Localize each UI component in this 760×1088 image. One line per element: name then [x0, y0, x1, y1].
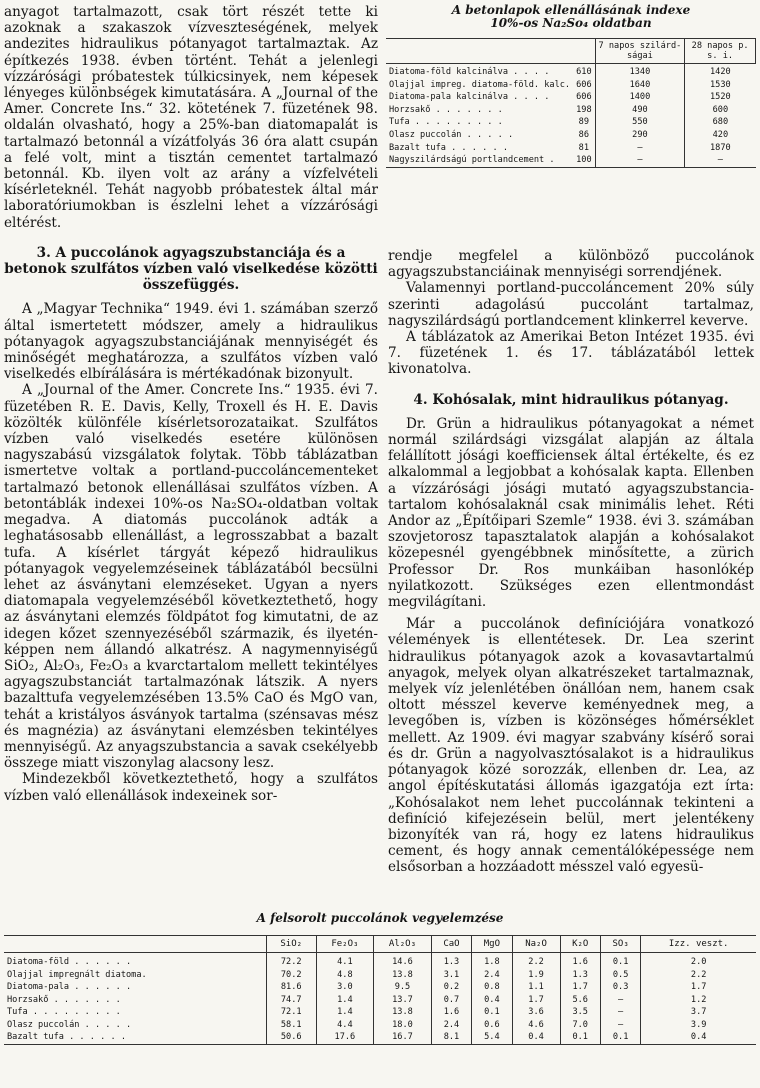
table-header: MgO [472, 936, 512, 953]
table-cell: 2.2 [641, 969, 756, 982]
table-cell: 14.6 [374, 953, 432, 969]
table-header: SiO₂ [266, 936, 316, 953]
table-cell: 1.7 [641, 981, 756, 994]
table-cell: 290 [595, 129, 685, 142]
table-row [386, 79, 756, 92]
table-row [4, 1006, 756, 1019]
table-row [4, 953, 756, 969]
table-cell: 1.6 [560, 953, 600, 969]
table-cell: 1.1 [512, 981, 560, 994]
table-cell: 0.1 [472, 1006, 512, 1019]
table-cell: 8.1 [431, 1031, 471, 1044]
table-cell: 4.4 [316, 1019, 374, 1032]
table-cell: 5.4 [472, 1031, 512, 1044]
table-cell: 81.6 [266, 981, 316, 994]
table-cell: 550 [595, 116, 685, 129]
table-cell: 610 [573, 64, 595, 79]
table-row [386, 116, 756, 129]
table-header: Fe₂O₃ [316, 936, 374, 953]
table-cell: 0.3 [600, 981, 640, 994]
paragraph: Mindezekből következtethető, hogy a szulfátos vízben való ellenállások indexeinek sor- [4, 771, 378, 804]
table-cell: — [600, 1019, 640, 1032]
right-column [388, 248, 754, 876]
table-cell: Olajjal impregnált diatoma. [7, 969, 147, 980]
table-cell: 0.8 [472, 981, 512, 994]
table-cell: 1.4 [316, 1006, 374, 1019]
table-cell: 1530 [685, 79, 756, 92]
left-column [4, 4, 378, 804]
table-cell: 86 [578, 129, 590, 140]
table-cell: — [595, 154, 685, 167]
table-cell: 1.2 [641, 994, 756, 1007]
table-cell: 3.6 [512, 1006, 560, 1019]
table-header: Al₂O₃ [374, 936, 432, 953]
table-cell: 1870 [685, 142, 756, 155]
table-cell: Bazalt tufa . . . . . . [389, 142, 508, 153]
table-cell: 0.1 [560, 1031, 600, 1044]
table-cell: 16.7 [374, 1031, 432, 1044]
table-cell: 2.2 [512, 953, 560, 969]
table-cell: 100 [573, 154, 595, 167]
analysis-table [4, 912, 756, 1045]
paragraph: anyagot tartalmazott, csak tört részét tette ki azoknak a szakaszok vízveszteségének, melyek andezites hidraulikus pótanyagot tartalmaztak. Az építkezés 1938. évben történt. Tehát a jelenlegi vízzárósági próbatestek túlkicsinyek, nem képesek lényeges különbségek kimutatására. A „Journal of the Amer. Concrete Ins.“ 32. kötetének 7. füzetének 98. oldalán olvasható, hogy a 25%-ban diatomapalát is tartalmazó betonnál a vízátfolyás 36 óra alatt csupán a felé volt, mint a tisztán cementet tartalmazó betonnál. Kb. ilyen volt az arány a vízfelvételi kísérleteknél. Tehát nagyobb próbatestek által már laboratóriumokban is észlelni lehet a vízzárósági eltérést. [4, 4, 378, 231]
table-header: K₂O [560, 936, 600, 953]
table-cell: Diatoma-föld . . . . . . [7, 957, 132, 967]
paragraph: Dr. Grün a hidraulikus pótanyagokat a német normál szilárdsági vizsgálat alapján az általa felállított jósági koefficiensek által értékelte, és ez alkalommal a legjobbat a kohósalak kapta. Ellenben a vízzárósági jósági mutató agyagszubstancia-tartalom kohósalaknál csak minimális lehet. Réti Andor az „Építőipari Szemle“ 1938. évi 3. számában szovjetorosz tapasztalatok alapján a kohósalakot közepesnél gyengébbnek minősítette, a zürich Professor Dr. Ros munkáiban hasonlókép nyilatkozott. Szükséges ezen ellentmondást megvilágítani. [388, 415, 754, 611]
table-cell: 89 [578, 117, 590, 128]
table-cell: Bazalt tufa . . . . . . [4, 1031, 266, 1044]
table-cell: 198 [576, 104, 592, 115]
paragraph: A „Journal of the Amer. Concrete Ins.“ 1935. évi 7. füzetében R. E. Davis, Kelly, Troxell és H. E. Davis közölték különféle kísérletsorozataikat. Szulfátos vízben való viselkedés esetére különösen nagyszabású vizsgálatok folytak. Több táblázatban ismertetve voltak a portland-puccoláncementeket tartalmazó betonok ellenállásai szulfátos vízben. A betontáblák indexei 10%-os Na₂SO₄-oldatban voltak megadva. A diatomás puccolánok adták a leghatásosabb ellenállást, a legrosszabbat a bazalt tufa. A kísérlet tárgyát képező hidraulikus pótanyagok vegyelemzéseinek táblázatából becsülni lehet az ásványtani elemzéseket. Ugyan a nyers diatomapala vegyelemzéséből következtethető, hogy az ásványtani elemzés földpátot fog kimutatni, de az idegen kőzet szennyezéséből származik, és ilyeténképpen nem állandó alkatrész. A nagymennyiségű SiO₂, Al₂O₃, Fe₂O₃ a kvarctartalom mellett tekintélyes agyagszubstanciát tartalmazónak látszik. A nyers bazalttufa vegyelemzésében 13.5% CaO és MgO van, tehát a kristályos ásványok tartalma (szénsavas mész és magnézia) az ásványtani elemzésben tekintélyes mennyiségű. Az anyagszubstancia a savak csekélyebb összege miatt viszonylag alacsony lesz. [4, 382, 378, 772]
table-cell: 18.0 [374, 1019, 432, 1032]
table-row [386, 91, 756, 104]
table-cell: 0.1 [600, 953, 640, 969]
table-row [4, 1031, 756, 1044]
table-cell: 1400 [595, 91, 685, 104]
table-cell: 13.7 [374, 994, 432, 1007]
table-cell: 13.8 [374, 1006, 432, 1019]
paragraph: Valamennyi portland-puccoláncement 20% súly szerinti adagolású puccolánt tartalmaz, nagyszilárdságú portlandcement klinkerrel keverve. [388, 280, 754, 329]
table-cell: — [685, 154, 756, 167]
table-cell: 0.4 [512, 1031, 560, 1044]
table-cell: 1.9 [512, 969, 560, 982]
table-cell: Diatoma-pala . . . . . . [7, 982, 132, 992]
table-cell: Olasz puccolán . . . . . [7, 1019, 132, 1030]
table-cell: 0.7 [431, 994, 471, 1007]
table-cell: 50.6 [266, 1031, 316, 1044]
table-cell: 70.2 [266, 969, 316, 982]
table-cell: 13.8 [374, 969, 432, 982]
table-cell: 420 [685, 129, 756, 142]
table-cell: — [600, 1006, 640, 1019]
table-cell: 1.6 [431, 1006, 471, 1019]
table-header: 7 napos szilárd-ságai [595, 39, 685, 64]
table-cell: 4.6 [512, 1019, 560, 1032]
table-cell: Tufa . . . . . . . . . [7, 1007, 121, 1017]
table-cell: 74.7 [266, 994, 316, 1007]
table-cell: 0.4 [472, 994, 512, 1007]
table-cell: Tufa . . . . . . . . . [389, 117, 503, 128]
table-cell: 1.4 [316, 994, 374, 1007]
table-cell: Horzsakő . . . . . . . [389, 104, 503, 115]
table-cell: 0.6 [472, 1019, 512, 1032]
table-cell: 1.8 [472, 953, 512, 969]
table-row [4, 994, 756, 1007]
table-cell: 1340 [595, 64, 685, 79]
table-cell: 3.9 [641, 1019, 756, 1032]
table-cell: — [600, 994, 640, 1007]
table-cell: Nagyszilárdságú portlandcement . [386, 154, 573, 167]
table-cell: 5.6 [560, 994, 600, 1007]
paragraph: A „Magyar Technika“ 1949. évi 1. számában szerző által ismertetett módszer, amely a hidraulikus pótanyagok agyagszubstanciájának mennyiségét és minőségét meghatározza, a szulfátos vízben való viselkedés elbírálására is mértékadónak bizonyult. [4, 301, 378, 383]
table-cell: 72.1 [266, 1006, 316, 1019]
table-cell: 1640 [595, 79, 685, 92]
table-cell: 4.8 [316, 969, 374, 982]
table-cell: 600 [685, 104, 756, 117]
table-cell: — [595, 142, 685, 155]
table-row [386, 104, 756, 117]
table-cell: 606 [576, 92, 592, 103]
table-cell: 0.2 [431, 981, 471, 994]
table-cell: 1520 [685, 91, 756, 104]
table-cell: 3.7 [641, 1006, 756, 1019]
table-cell: Olasz puccolán . . . . . [389, 129, 514, 140]
table-cell: 2.4 [472, 969, 512, 982]
table-cell: 0.1 [600, 1031, 640, 1044]
table-header: CaO [431, 936, 471, 953]
table-header: SO₃ [600, 936, 640, 953]
table-cell: 2.4 [431, 1019, 471, 1032]
table-cell: 81 [578, 142, 590, 153]
table-title: A betonlapok ellenállásának indexe [451, 3, 691, 17]
table-subtitle: 10%-os Na₂So₄ oldatban [490, 16, 652, 30]
table-title: A felsorolt puccolánok vegyelemzése [256, 911, 504, 925]
table-row [4, 1019, 756, 1032]
paragraph: Már a puccolánok definíciójára vonatkozó vélemények is ellentétesek. Dr. Lea szerint hidraulikus pótanyagok azok a kovasavtartalmú anyagok, melyek olyan alkatrészeket tartalmaznak, melyek víz jelenlétében önállóan nem, hanem csak oltott mésszel keverve keményednek meg, a levegőben is, vízben is közönséges hőmérséklet mellett. Az 1909. évi magyar szabvány kísérő sorai és dr. Grün a nagyolvasztósalakot is a hidraulikus pótanyagok közé sorozzák, ellenben dr. Lea, az angol építéskutatási állomás igazgatója ezt írta: „Kohósalakot nem lehet puccolánnak tekinteni a definíció kifejezésein belül, mert jelentékeny bizonyíték van rá, hogy ez latens hidraulikus cement, és hogy annak cementálóképessége nem elsősorban a hozzáadott mésszel való egyesü- [388, 616, 754, 876]
paragraph: rendje megfelel a különböző puccolánok agyagszubstanciáinak mennyiségi sorrendjének. [388, 248, 754, 281]
table-cell: 680 [685, 116, 756, 129]
table-cell: 1420 [685, 64, 756, 79]
table-cell: 3.1 [431, 969, 471, 982]
table-cell: 9.5 [374, 981, 432, 994]
table-cell: 72.2 [266, 953, 316, 969]
table-cell: 17.6 [316, 1031, 374, 1044]
table-row [386, 129, 756, 142]
table-cell: 4.1 [316, 953, 374, 969]
table-header: Na₂O [512, 936, 560, 953]
table-cell: Diatoma-pala kalcinálva . . . . [389, 92, 550, 103]
section-heading-3: 3. A puccolánok agyagszubstanciája és a betonok szulfátos vízben való viselkedése közötti összefüggés. [4, 244, 378, 294]
table-cell: 3.5 [560, 1006, 600, 1019]
paragraph: A táblázatok az Amerikai Beton Intézet 1935. évi 7. füzetének 1. és 17. táblázatából lettek kivonatolva. [388, 329, 754, 378]
table-cell: 2.0 [641, 953, 756, 969]
table-cell: 1.3 [431, 953, 471, 969]
table-header: Izz. veszt. [641, 936, 756, 953]
index-table [386, 4, 756, 168]
table-cell: 3.0 [316, 981, 374, 994]
table-cell: 58.1 [266, 1019, 316, 1032]
table-cell: 490 [595, 104, 685, 117]
table-cell: Olajjal impreg. diatoma-föld. kalc. [389, 79, 571, 90]
table-cell: 7.0 [560, 1019, 600, 1032]
table-cell: 0.4 [641, 1031, 756, 1044]
table-cell: 606 [576, 79, 592, 90]
table-row [386, 154, 756, 167]
table-row [4, 981, 756, 994]
table-cell: Horzsakő . . . . . . . [7, 994, 121, 1005]
table-row [4, 969, 756, 982]
table-cell: 1.7 [560, 981, 600, 994]
table-row [386, 64, 756, 79]
table-cell: 0.5 [600, 969, 640, 982]
table-cell: 1.7 [512, 994, 560, 1007]
table-cell: 1.3 [560, 969, 600, 982]
section-heading-4: 4. Kohósalak, mint hidraulikus pótanyag. [413, 391, 729, 408]
table-row [386, 142, 756, 155]
table-cell: Diatoma-föld kalcinálva . . . . [386, 64, 573, 79]
table-header: 28 napos p. s. i. [685, 39, 756, 64]
